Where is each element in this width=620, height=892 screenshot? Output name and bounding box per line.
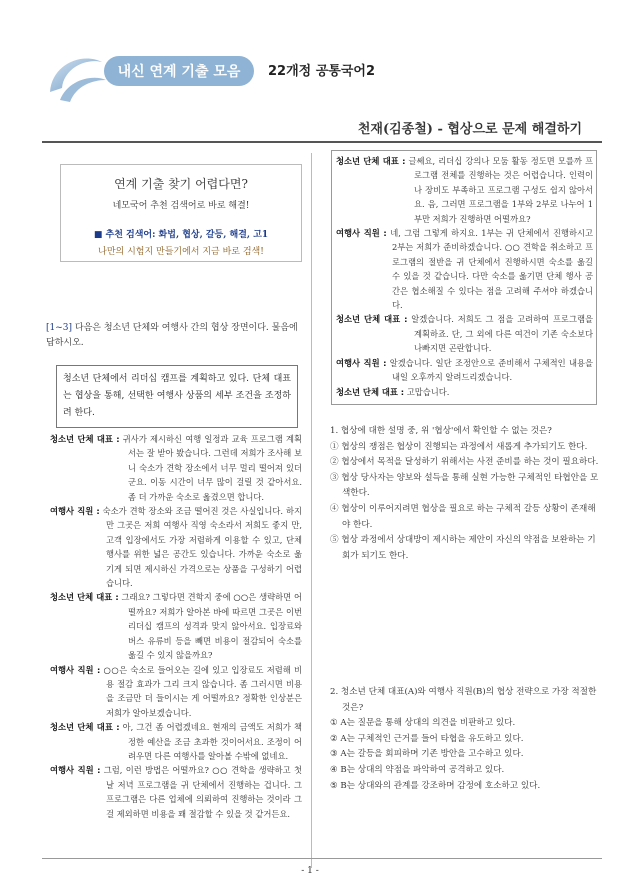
dialogue-turn bbox=[50, 504, 302, 590]
dialogue-text: 그래요? 그렇다면 견학지 중에 ○○은 생략하면 어떨까요? 저희가 알아본 바에 따르면 그곳은 이번 리더십 캠프의 성격과 맞지 않아서요. 입장료와 버스 유류비 등을 빼면 비용이 절감되어 숙소를 옮길 수 있지 않을까요? bbox=[121, 592, 302, 661]
question-2-option[interactable]: ⑤ B는 상대와의 관계를 강조하며 감정에 호소하고 있다. bbox=[330, 780, 541, 791]
question-1 bbox=[330, 424, 600, 564]
question-1-option[interactable]: ⑤ 협상 과정에서 상대방이 제시하는 제안이 자신의 약점을 보완하는 기회가 되기도 한다. bbox=[330, 535, 596, 561]
question-instruction: 다음은 청소년 단체와 여행사 간의 협상 장면이다. 물음에 답하시오. bbox=[46, 323, 298, 348]
speaker-label: 청소년 단체 대표 : bbox=[336, 386, 405, 397]
speaker-label: 청소년 단체 대표 : bbox=[50, 722, 120, 733]
dialogue-text: 글쎄요, 리더십 강의나 모둠 활동 정도면 모를까 프로그램 전체를 진행하는 것은 어렵습니다. 인력이나 장비도 부족하고 프로그램 구성도 쉽지 않아서요. 음, 그러면 프로그램을 1부와 2부로 나누어 1부만 저희가 진행하면 어떨까요? bbox=[408, 156, 594, 224]
question-2 bbox=[330, 685, 600, 794]
question-2-option[interactable]: ③ A는 갈등을 회피하며 기존 방안을 고수하고 있다. bbox=[330, 749, 524, 760]
question-2-option[interactable]: ④ B는 상대의 약점을 파악하여 공격하고 있다. bbox=[330, 764, 505, 775]
dialogue-text: 숙소가 견학 장소와 조금 떨어진 것은 사실입니다. 하지만 그곳은 저희 여행사 직영 숙소라서 저희도 좋지 만, 고객 입장에서도 가장 저렴하게 이용할 수 있고, 단체 행사를 위한 넓은 공간도 있습니다. 가까운 숙소로 옮기게 되면 제시하신 가격으로는 상품을 구성하기 어렵습니다. bbox=[102, 506, 303, 589]
dialogue-text: 고맙습니다. bbox=[406, 386, 450, 397]
dialogue-right bbox=[336, 154, 593, 399]
column-divider bbox=[311, 153, 312, 868]
dialogue-turn bbox=[50, 763, 302, 821]
question-1-stem: 1. 협상에 대한 설명 중, 위 '협상'에서 확인할 수 없는 것은? bbox=[330, 426, 552, 436]
dialogue-turn bbox=[336, 226, 593, 312]
speaker-label: 여행사 직원 : bbox=[50, 664, 101, 675]
page-number: - 1 - bbox=[301, 866, 319, 876]
speaker-label: 청소년 단체 대표 : bbox=[336, 314, 408, 325]
speaker-label: 여행사 직원 : bbox=[50, 506, 100, 517]
promo-box bbox=[60, 164, 302, 262]
dialogue-turn bbox=[336, 356, 593, 385]
dialogue-text: 아, 그건 좀 어렵겠네요. 현재의 금액도 저희가 책정한 예산을 조금 초과한 것이어서요. 조정이 어려우면 다른 여행사를 알아볼 수밖에 없네요. bbox=[122, 722, 302, 761]
dialogue-text: 귀사가 제시하신 여행 일정과 교육 프로그램 계획서는 잘 받아 봤습니다. 그런데 저희가 조사해 보니 숙소가 견학 장소에서 너무 멀리 떨어져 있더군요. 이동 시간이 너무 많이 걸릴 것 같아서요. 좀 더 가까운 숙소로 옮겼으면 합니다. bbox=[122, 434, 303, 502]
dialogue-text: 알겠습니다. 저희도 그 점을 고려하여 프로그램을 계획하죠. 단, 그 외에 다른 여건이 기존 숙소보다 나빠지면 곤란합니다. bbox=[411, 314, 593, 354]
header-rule bbox=[42, 141, 602, 143]
speaker-label: 청소년 단체 대표 : bbox=[50, 434, 120, 444]
chapter-title: 천재(김종철) - 협상으로 문제 해결하기 bbox=[357, 122, 582, 137]
question-1-option[interactable]: ④ 협상이 이루어지려면 협상을 필요로 하는 구체적 갈등 상황이 존재해야 한다. bbox=[330, 503, 596, 530]
header-badge: 내신 연계 기출 모음 bbox=[104, 56, 254, 86]
question-1-option[interactable]: ① 협상의 쟁점은 협상이 진행되는 과정에서 새롭게 추가되기도 한다. bbox=[330, 441, 588, 452]
speaker-label: 여행사 직원 : bbox=[336, 228, 387, 239]
dialogue-turn bbox=[336, 385, 593, 399]
speaker-label: 여행사 직원 : bbox=[50, 765, 101, 776]
dialogue-turn bbox=[50, 720, 302, 763]
intro-box: 청소년 단체에서 리더십 캠프를 계획하고 있다. 단체 대표는 협상을 통해, 선택한 여행사 상품의 세부 조건을 조정하려 한다. bbox=[56, 365, 298, 428]
question-1-option[interactable]: ② 협상에서 목적을 달성하기 위해서는 사전 준비를 하는 것이 필요하다. bbox=[330, 457, 599, 468]
question-header bbox=[46, 321, 308, 351]
speaker-label: 청소년 단체 대표 : bbox=[336, 156, 406, 166]
dialogue-turn bbox=[50, 590, 302, 662]
promo-line-1: 연계 기출 찾기 어렵다면? bbox=[114, 177, 248, 191]
promo-line-4: 나만의 시험지 만들기에서 지금 바로 검색! bbox=[98, 247, 264, 257]
speaker-label: 청소년 단체 대표 : bbox=[50, 592, 119, 603]
dialogue-turn bbox=[50, 432, 302, 504]
promo-line-2: 네모국어 추천 검색어로 바로 해결! bbox=[112, 201, 250, 211]
dialogue-turn bbox=[50, 663, 302, 721]
question-1-option[interactable]: ③ 협상 당사자는 양보와 설득을 통해 실현 가능한 구체적인 타협안을 모색한다. bbox=[330, 472, 599, 499]
swirl-logo-icon bbox=[42, 44, 112, 104]
dialogue-text: ○○은 숙소로 들어오는 길에 있고 입장료도 저렴해 비용 절감 효과가 그리 크지 않습니다. 좀 그러시면 비용을 조금만 더 들이시는 게 어떨까요? 정확한 인상분은 저희가 알아보겠습니다. bbox=[103, 664, 302, 718]
header-band bbox=[42, 40, 602, 106]
speaker-label: 여행사 직원 : bbox=[336, 357, 387, 368]
dialogue-turn bbox=[336, 154, 593, 226]
dialogue-turn bbox=[336, 312, 593, 355]
question-2-stem: 2. 청소년 단체 대표(A)와 여행사 직원(B)의 협상 전략으로 가장 적절한 것은? bbox=[330, 687, 597, 713]
question-range: [1~3] bbox=[46, 323, 73, 333]
dialogue-text: 알겠습니다. 일단 조정안으로 준비해서 구체적인 내용을 내일 오후까지 알려드리겠습니다. bbox=[389, 357, 594, 383]
footer-rule bbox=[42, 858, 602, 859]
question-2-option[interactable]: ① A는 질문을 통해 상대의 의견을 비판하고 있다. bbox=[330, 718, 516, 729]
question-2-option[interactable]: ② A는 구체적인 근거를 들어 타협을 유도하고 있다. bbox=[330, 733, 524, 744]
header-subject: 22개정 공통국어2 bbox=[268, 64, 376, 79]
dialogue-text: 그럼, 이런 방법은 어떨까요? ○○ 견학을 생략하고 첫 날 저녁 프로그램을 귀 단체에서 진행하는 겁니다. 그 프로그램은 다른 업체에 의뢰하여 진행하는 것이라 그걸 제외하면 비용을 꽤 절감할 수 있을 것 같거든요. bbox=[103, 765, 302, 819]
dialogue-text: 네, 그럼 그렇게 하지요. 1부는 귀 단체에서 진행하시고 2부는 저희가 준비하겠습니다. ○○ 견학을 취소하고 프로그램의 절반을 귀 단체에서 진행하시면 숙소를 옮길 수 있을 것 같습니다. 다만 숙소를 옮기면 단체 행사 공간은 협소해질 수 있다는 점을 고려해 주셔야 하겠습니다. bbox=[390, 228, 594, 311]
dialogue-left bbox=[50, 432, 302, 821]
promo-line-3: ■ 추천 검색어: 화법, 협상, 갈등, 해결, 고1 bbox=[93, 230, 269, 240]
